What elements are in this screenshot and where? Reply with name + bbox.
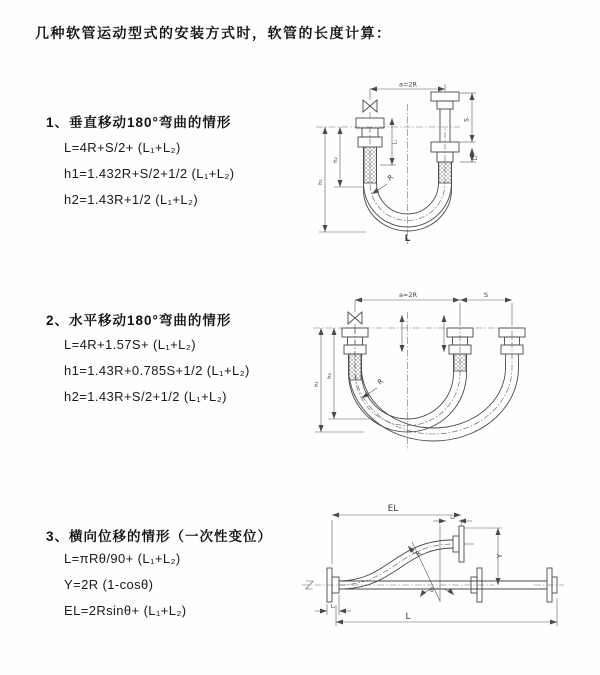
radius-label: R — [414, 549, 424, 559]
valve-icon — [363, 89, 377, 118]
section-3-formula-el: EL=2Rsinθ+ (L₁+L₂) — [64, 603, 187, 618]
section-1-heading: 1、垂直移动180°弯曲的情形 — [46, 115, 232, 130]
dimension-l2 — [460, 148, 479, 162]
section-1-formula-l: L=4R+S/2+ (L₁+L₂) — [64, 140, 181, 155]
radius-label: R — [386, 173, 396, 183]
dimension-s — [460, 93, 476, 142]
section-1-formula-h2: h2=1.43R+1/2 (L₁+L₂) — [64, 192, 199, 207]
diagram-vertical-180-bend — [308, 78, 573, 258]
dim-label-s: S — [483, 291, 489, 299]
valve-icon — [348, 300, 362, 328]
section-2-formula-h1: h1=1.43R+0.785S+1/2 (L₁+L₂) — [64, 363, 250, 378]
flange-upper-displaced — [453, 526, 474, 562]
dim-label-a2r: a=2R — [398, 291, 418, 299]
dim-label-h1: h₁ — [318, 179, 324, 185]
dimension-s — [460, 291, 512, 326]
length-label: L — [404, 234, 411, 244]
section-1-formula-h1: h1=1.432R+S/2+1/2 (L₁+L₂) — [64, 166, 235, 181]
diagram-lateral-displacement — [298, 498, 600, 648]
dim-label-h2: h₂ — [327, 373, 333, 379]
dim-label-s: S — [463, 118, 471, 122]
dimension-h2 — [333, 127, 364, 187]
dim-label-l1: L₁ — [330, 605, 336, 610]
section-2-heading: 2、水平移动180°弯曲的情形 — [46, 313, 232, 328]
braided-section-left — [364, 147, 377, 183]
angle-theta — [420, 587, 454, 597]
section-2-formula-l: L=4R+1.57S+ (L₁+L₂) — [64, 337, 196, 352]
dim-label-h1: h₁ — [314, 381, 320, 387]
braided-section-right — [439, 162, 452, 183]
diagram-horizontal-180-bend — [308, 288, 583, 463]
dimension-l1 — [380, 118, 399, 165]
dim-label-l2: L₂ — [474, 155, 479, 161]
dimension-y — [464, 528, 504, 585]
dimension-l — [336, 598, 557, 626]
hose-position-2 — [349, 328, 519, 441]
dimension-h1 — [318, 127, 366, 232]
dim-label-a2r: a=2R — [398, 80, 418, 89]
dimension-l1 — [315, 595, 351, 615]
dim-label-el: EL — [387, 504, 399, 514]
dimension-a2r — [370, 81, 445, 92]
page-title: 几种软管运动型式的安装方式时，软管的长度计算： — [35, 25, 392, 41]
braided-section-middle — [454, 354, 466, 371]
fitting-dimension-marks — [402, 315, 444, 352]
section-3-heading: 3、横向位移的情形（一次性变位） — [46, 529, 273, 544]
dimension-el — [332, 504, 462, 564]
section-2-formula-h2: h2=1.43R+S/2+1/2 (L₁+L₂) — [64, 389, 227, 404]
dim-label-l1: L₁ — [393, 139, 399, 145]
dim-label-y: Y — [496, 553, 504, 559]
dim-label-h2: h₂ — [333, 157, 339, 163]
dim-label-l2: L₂ — [450, 516, 455, 521]
radius-label: R — [376, 377, 386, 387]
hose-displaced — [339, 540, 453, 589]
section-3-formula-y: Y=2R (1-cosθ) — [64, 577, 154, 592]
length-label: L — [405, 612, 411, 622]
centerlines — [313, 312, 523, 450]
radius-construction — [408, 542, 440, 601]
angle-label: θ — [430, 587, 434, 594]
section-3-formula-l: L=πRθ/90+ (L₁+L₂) — [64, 551, 181, 566]
